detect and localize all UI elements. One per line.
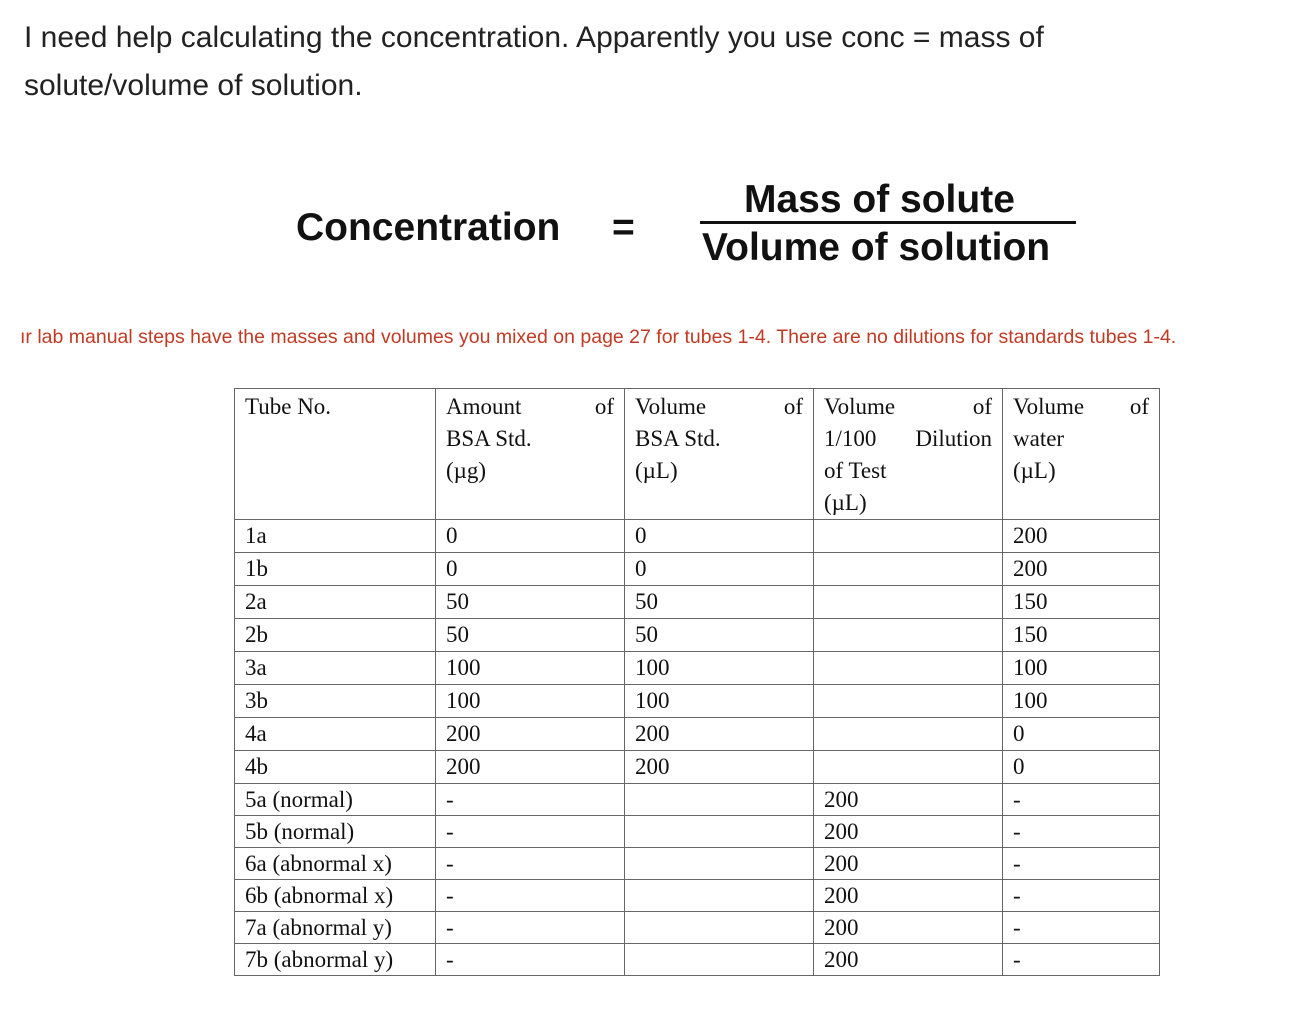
header-text	[1013, 391, 1149, 423]
table-cell	[814, 685, 1003, 718]
table-row	[235, 718, 1160, 751]
table-cell: 4a	[235, 718, 436, 751]
table-row	[235, 912, 1160, 944]
table-cell	[814, 718, 1003, 751]
table-cell	[625, 880, 814, 912]
table-row	[235, 816, 1160, 848]
table-cell: 200	[625, 751, 814, 784]
header-text: water	[1013, 426, 1065, 451]
table-row	[235, 586, 1160, 619]
header-text: (µL)	[1013, 458, 1056, 483]
header-text: Volume	[824, 394, 896, 419]
formula-denominator: Volume of solution	[702, 226, 1051, 269]
table-cell	[814, 520, 1003, 553]
header-text: of	[783, 394, 803, 419]
table-cell: 6a (abnormal x)	[235, 848, 436, 880]
table-row	[235, 652, 1160, 685]
table-cell: 100	[625, 652, 814, 685]
header-text: of	[594, 394, 614, 419]
table-cell: 200	[625, 718, 814, 751]
table-cell: 50	[625, 586, 814, 619]
header-text: (µL)	[824, 490, 867, 515]
table-row	[235, 520, 1160, 553]
table-cell: 7b (abnormal y)	[235, 944, 436, 976]
header-text: (µg)	[446, 458, 487, 483]
formula-equals: =	[612, 206, 635, 249]
table-cell: 5a (normal)	[235, 784, 436, 816]
table-cell	[625, 944, 814, 976]
table-cell	[814, 553, 1003, 586]
header-text	[824, 391, 992, 423]
question-text: I need help calculating the concentration. Apparently you use conc = mass of solute/volume of solution.	[24, 21, 1044, 102]
table-cell: 100	[436, 685, 625, 718]
table-cell: 0	[1003, 751, 1160, 784]
table-cell: 150	[1003, 586, 1160, 619]
table-cell: 4b	[235, 751, 436, 784]
table-cell: 0	[436, 520, 625, 553]
table-cell: -	[436, 944, 625, 976]
table-cell: -	[1003, 880, 1160, 912]
table-cell	[625, 816, 814, 848]
table-cell: 0	[1003, 718, 1160, 751]
table-cell: -	[436, 816, 625, 848]
header-text: Amount	[446, 394, 522, 419]
table-row	[235, 784, 1160, 816]
header-text: Tube No.	[245, 394, 332, 419]
table-cell: 1b	[235, 553, 436, 586]
table-cell: -	[436, 912, 625, 944]
header-tube-no	[235, 389, 436, 520]
header-text: Volume	[1013, 394, 1085, 419]
table-cell	[625, 784, 814, 816]
table-cell: 200	[1003, 520, 1160, 553]
header-text: of	[972, 394, 992, 419]
table-cell	[814, 586, 1003, 619]
table-cell: -	[436, 784, 625, 816]
table-row	[235, 751, 1160, 784]
header-volume-bsa	[625, 389, 814, 520]
concentration-formula	[296, 176, 1086, 276]
table-cell	[814, 751, 1003, 784]
formula-numerator: Mass of solute	[744, 178, 1015, 221]
table-cell: 3b	[235, 685, 436, 718]
table-cell: 200	[814, 880, 1003, 912]
table-row	[235, 848, 1160, 880]
table-cell: 50	[436, 586, 625, 619]
table-row	[235, 619, 1160, 652]
table-cell: -	[1003, 912, 1160, 944]
table-cell	[625, 912, 814, 944]
header-text: of Test	[824, 458, 887, 483]
bsa-standards-table	[234, 388, 1160, 976]
header-text: of	[1129, 394, 1149, 419]
table-cell: 100	[1003, 685, 1160, 718]
table-row	[235, 880, 1160, 912]
table-cell: 3a	[235, 652, 436, 685]
table-cell: 200	[436, 718, 625, 751]
table-cell: 100	[625, 685, 814, 718]
table-cell: 200	[1003, 553, 1160, 586]
table-cell: 7a (abnormal y)	[235, 912, 436, 944]
table-cell: 0	[625, 520, 814, 553]
formula-lhs: Concentration	[296, 206, 561, 249]
table-cell: 50	[625, 619, 814, 652]
header-volume-water	[1003, 389, 1160, 520]
table-cell: 1a	[235, 520, 436, 553]
table-cell: 150	[1003, 619, 1160, 652]
table-cell: 200	[814, 784, 1003, 816]
table-cell: 0	[625, 553, 814, 586]
table-cell: 0	[436, 553, 625, 586]
header-volume-dilution	[814, 389, 1003, 520]
table-cell: -	[1003, 944, 1160, 976]
header-text: (µL)	[635, 458, 678, 483]
header-text: BSA Std.	[635, 426, 721, 451]
table-cell: 50	[436, 619, 625, 652]
table-cell: 100	[1003, 652, 1160, 685]
table-cell: 6b (abnormal x)	[235, 880, 436, 912]
table-cell: 200	[814, 944, 1003, 976]
table-row	[235, 685, 1160, 718]
lab-manual-note: ır lab manual steps have the masses and volumes you mixed on page 27 for tubes 1-4. There are no dilutions for standards tubes 1-4.	[20, 326, 1177, 348]
table-cell: 200	[814, 848, 1003, 880]
header-text: Dilution	[915, 426, 992, 451]
table-cell: -	[436, 848, 625, 880]
table-cell: 100	[436, 652, 625, 685]
table-row	[235, 944, 1160, 976]
header-text	[824, 423, 992, 455]
table-cell: -	[436, 880, 625, 912]
table-cell: 200	[814, 816, 1003, 848]
table-cell: -	[1003, 848, 1160, 880]
table-cell: 5b (normal)	[235, 816, 436, 848]
header-text: 1/100	[824, 426, 877, 451]
header-text: Volume	[635, 394, 707, 419]
table-cell: 2b	[235, 619, 436, 652]
table-cell	[814, 619, 1003, 652]
header-text	[446, 391, 614, 423]
table-cell: 200	[814, 912, 1003, 944]
table-cell: -	[1003, 816, 1160, 848]
header-text: BSA Std.	[446, 426, 532, 451]
table-cell: -	[1003, 784, 1160, 816]
table-cell: 2a	[235, 586, 436, 619]
fraction-bar	[700, 221, 1076, 224]
table-header-row	[235, 389, 1160, 520]
table-row	[235, 553, 1160, 586]
header-text	[635, 391, 803, 423]
header-amount-bsa	[436, 389, 625, 520]
table-cell	[814, 652, 1003, 685]
table-cell: 200	[436, 751, 625, 784]
table-cell	[625, 848, 814, 880]
